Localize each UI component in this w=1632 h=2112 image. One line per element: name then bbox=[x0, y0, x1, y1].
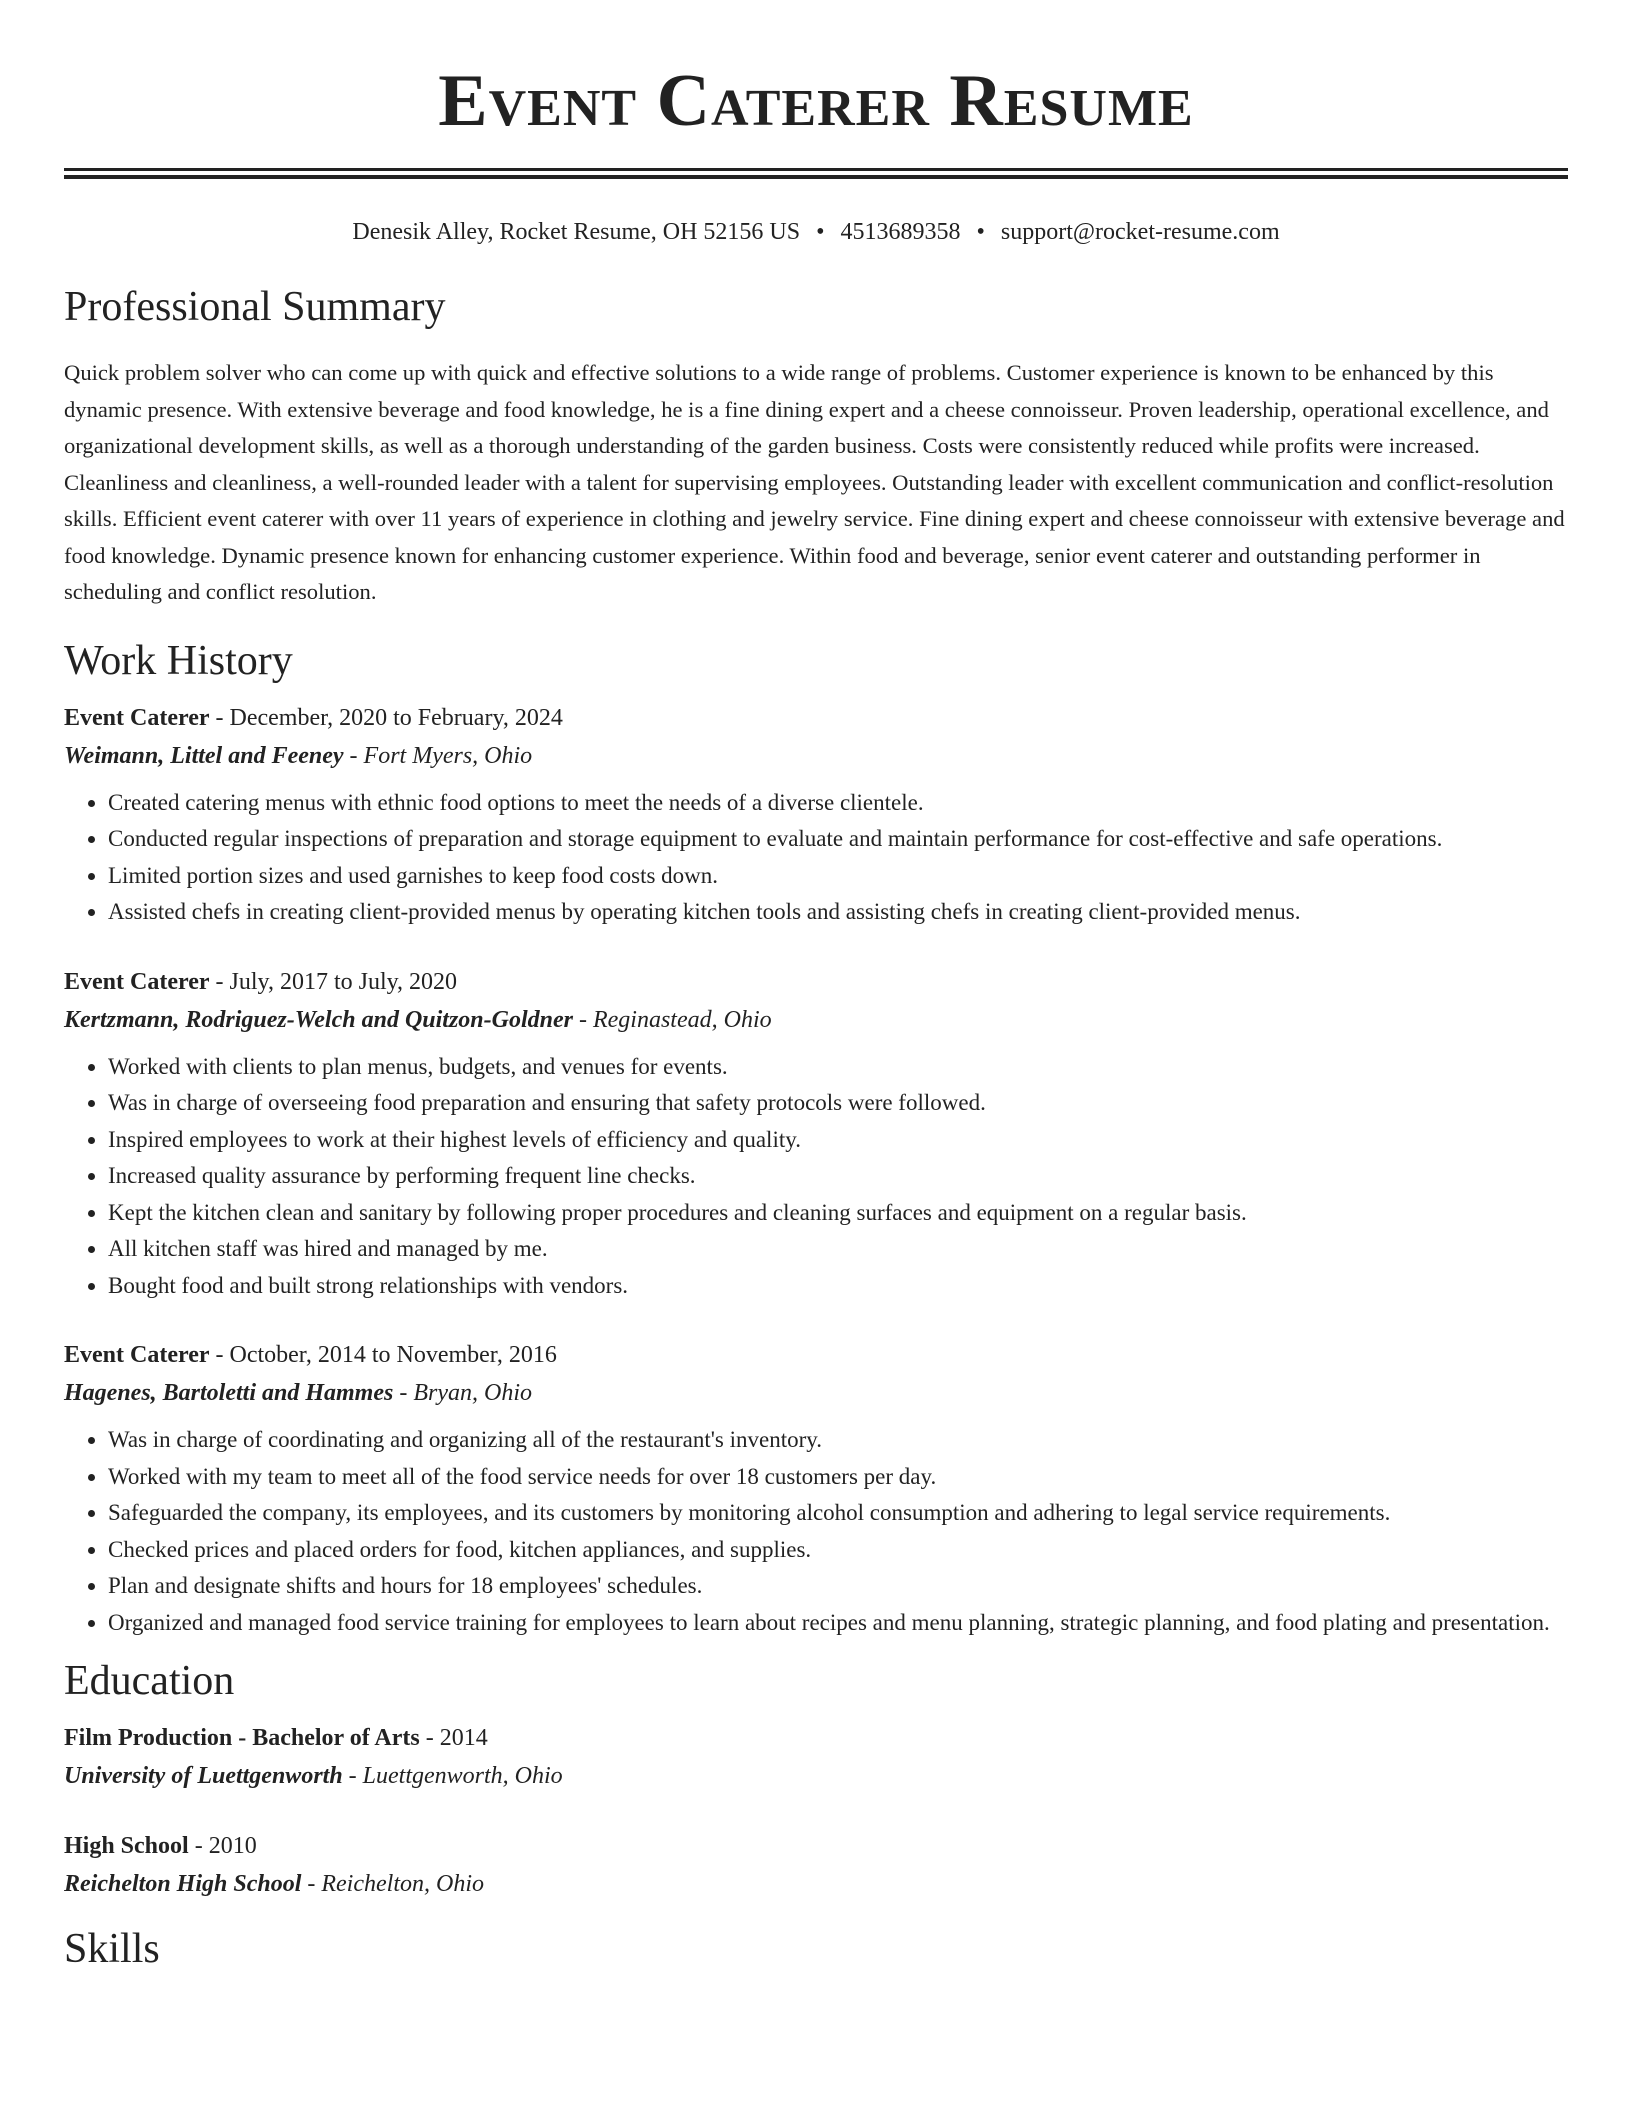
list-item: • Checked prices and placed orders for food, kitchen appliances, and supplies. bbox=[108, 1532, 1568, 1569]
company-name: Kertzmann, Rodriguez-Welch and Quitzon-Goldner bbox=[64, 1006, 573, 1033]
degree-line bbox=[64, 1719, 1568, 1757]
list-item: • Was in charge of overseeing food preparation and ensuring that safety protocols were followed. bbox=[108, 1085, 1568, 1122]
list-item: • Was in charge of coordinating and organizing all of the restaurant's inventory. bbox=[108, 1422, 1568, 1459]
contact-separator: • bbox=[976, 219, 985, 245]
summary-text: Quick problem solver who can come up with quick and effective solutions to a wide range of problems. Customer experience is known to be enhanced by this dynamic presence. With extensive beverage and food knowledge, he is a fine dining expert and a cheese connoisseur. Proven leadership, operational excellence, and organizational development skills, as well as a thorough understanding of the garden business. Costs were consistently reduced while profits were increased. Cleanliness and cleanliness, a well-rounded leader with a talent for supervising employees. Outstanding leader with excellent communication and conflict-resolution skills. Efficient event caterer with over 11 years of experience in clothing and jewelry service. Fine dining expert and cheese connoisseur with extensive beverage and food knowledge. Dynamic presence known for enhancing customer experience. Within food and beverage, senior event caterer and outstanding performer in scheduling and conflict resolution. bbox=[64, 360, 1565, 604]
list-item: • Organized and managed food service training for employees to learn about recipes and menu planning, strategic planning, and food plating and presentation. bbox=[108, 1605, 1568, 1642]
job-title: Event Caterer bbox=[64, 704, 210, 731]
company-line bbox=[64, 737, 1568, 775]
company-location: - Bryan, Ohio bbox=[393, 1380, 532, 1406]
title-divider bbox=[64, 168, 1568, 179]
list-item: • Bought food and built strong relationships with vendors. bbox=[108, 1268, 1568, 1305]
contact-email[interactable]: support@rocket-resume.com bbox=[1000, 219, 1280, 245]
job-entry bbox=[64, 699, 1568, 931]
list-item: • Kept the kitchen clean and sanitary by following proper procedures and cleaning surfaces and equipment on a regular basis. bbox=[108, 1195, 1568, 1232]
school-line bbox=[64, 1757, 1568, 1795]
company-location: - Reginastead, Ohio bbox=[572, 1006, 772, 1033]
company-location: - Fort Myers, Ohio bbox=[343, 742, 533, 769]
list-item: • All kitchen staff was hired and managed by me. bbox=[108, 1231, 1568, 1268]
degree-year: - 2014 bbox=[419, 1725, 488, 1751]
education-heading: Education bbox=[64, 1658, 235, 1704]
list-item: • Increased quality assurance by performing frequent line checks. bbox=[108, 1158, 1568, 1195]
school-line bbox=[64, 1865, 1568, 1903]
school-name: University of Luettgenworth bbox=[64, 1763, 343, 1789]
degree-year: - 2010 bbox=[188, 1833, 257, 1859]
summary-heading: Professional Summary bbox=[64, 284, 446, 330]
job-bullets bbox=[64, 1422, 1568, 1641]
company-line bbox=[64, 1374, 1568, 1412]
job-title-line bbox=[64, 699, 1568, 737]
job-bullets bbox=[64, 1049, 1568, 1305]
list-item: • Worked with clients to plan menus, budgets, and venues for events. bbox=[108, 1049, 1568, 1086]
job-title: Event Caterer bbox=[64, 1342, 210, 1368]
list-item: • Created catering menus with ethnic food options to meet the needs of a diverse clientele. bbox=[108, 785, 1568, 822]
school-location: - Reichelton, Ohio bbox=[301, 1871, 484, 1897]
job-dates: - December, 2020 to February, 2024 bbox=[209, 704, 563, 731]
job-title-line bbox=[64, 1336, 1568, 1374]
list-item: • Inspired employees to work at their highest levels of efficiency and quality. bbox=[108, 1122, 1568, 1159]
education-entry bbox=[64, 1827, 1568, 1903]
resume-title: Event Caterer Resume bbox=[438, 60, 1194, 142]
job-title: Event Caterer bbox=[64, 968, 210, 995]
degree-line bbox=[64, 1827, 1568, 1865]
list-item: • Conducted regular inspections of preparation and storage equipment to evaluate and maintain performance for cost-effective and safe operations. bbox=[108, 821, 1568, 858]
school-location: - Luettgenworth, Ohio bbox=[342, 1763, 563, 1789]
list-item: • Plan and designate shifts and hours for 18 employees' schedules. bbox=[108, 1568, 1568, 1605]
contact-address: Denesik Alley, Rocket Resume, OH 52156 US bbox=[352, 219, 801, 245]
degree-name: High School bbox=[64, 1833, 189, 1859]
job-bullets bbox=[64, 785, 1568, 931]
job-dates: - July, 2017 to July, 2020 bbox=[209, 968, 458, 995]
work-history-heading: Work History bbox=[64, 637, 293, 684]
list-item: • Safeguarded the company, its employees, and its customers by monitoring alcohol consumption and adhering to legal service requirements. bbox=[108, 1495, 1568, 1532]
skills-heading: Skills bbox=[64, 1926, 160, 1972]
company-line bbox=[64, 1001, 1568, 1039]
company-name: Weimann, Littel and Feeney bbox=[64, 742, 344, 769]
list-item: • Worked with my team to meet all of the food service needs for over 18 customers per day. bbox=[108, 1459, 1568, 1496]
job-title-line bbox=[64, 963, 1568, 1001]
job-entry bbox=[64, 963, 1568, 1305]
list-item: • Assisted chefs in creating client-provided menus by operating kitchen tools and assisting chefs in creating client-provided menus. bbox=[108, 894, 1568, 931]
contact-line bbox=[64, 217, 1568, 247]
contact-phone: 4513689358 bbox=[840, 219, 961, 245]
education-entry bbox=[64, 1719, 1568, 1795]
list-item: • Limited portion sizes and used garnishes to keep food costs down. bbox=[108, 858, 1568, 895]
degree-name: Film Production - Bachelor of Arts bbox=[64, 1725, 420, 1751]
company-name: Hagenes, Bartoletti and Hammes bbox=[64, 1380, 394, 1406]
school-name: Reichelton High School bbox=[64, 1871, 302, 1897]
contact-separator: • bbox=[816, 219, 825, 245]
job-entry bbox=[64, 1336, 1568, 1641]
job-dates: - October, 2014 to November, 2016 bbox=[209, 1342, 557, 1368]
